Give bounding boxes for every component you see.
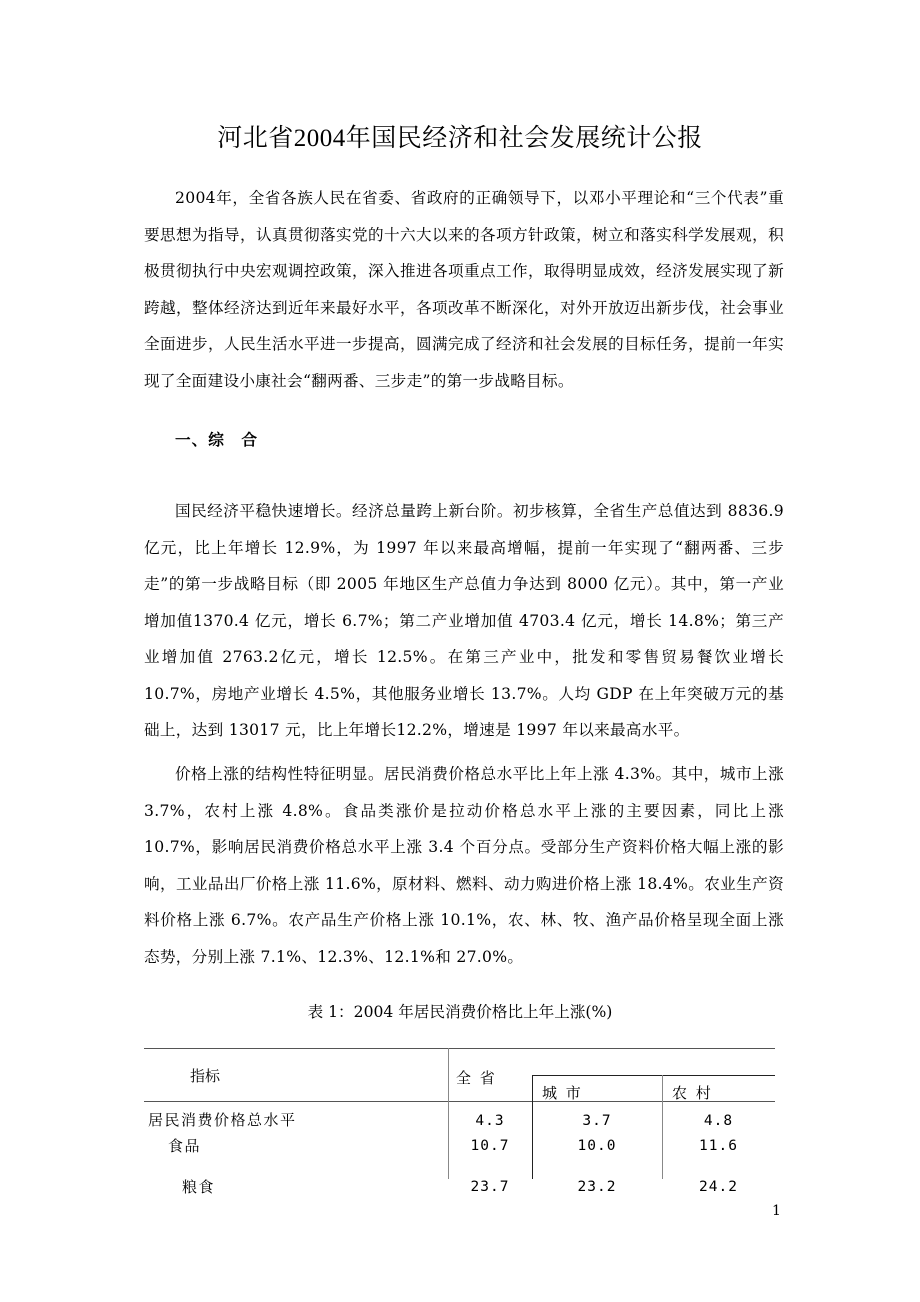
section-heading: 一、综 合: [175, 430, 258, 449]
cell-rural: 24.2: [699, 1179, 738, 1195]
header-urban: 城 市: [542, 1084, 583, 1102]
row-label: 食品: [168, 1137, 202, 1155]
page-number: 1: [772, 1203, 781, 1219]
header-province: 全 省: [456, 1069, 497, 1087]
table-caption: 表 1：2004 年居民消费价格比上年上涨(%): [307, 1003, 613, 1021]
cell-urban: 3.7: [582, 1113, 612, 1129]
cell-province: 4.3: [475, 1113, 505, 1129]
document-title: 河北省2004年国民经济和社会发展统计公报: [217, 125, 703, 152]
cell-rural: 11.6: [699, 1138, 738, 1154]
cell-province: 10.7: [470, 1138, 510, 1154]
table-top-rule: [144, 1048, 775, 1049]
prices-paragraph: 价格上涨的结构性特征明显。居民消费价格总水平比上年上涨 4.3%。其中，城市上涨3.7%，农村上涨 4.8%。食品类涨价是拉动价格总水平上涨的主要因素，同比上涨 10.7%，影响居民消费价格总水平上涨 3.4 个百分点。受部分生产资料价格大幅上涨的影响，工业品出厂价格上涨 11.6%，原材料、燃料、动力购进价格上涨 18.4%。农业生产资料价格上涨 6.7%。农产品生产价格上涨 10.1%，农、林、牧、渔产品价格呈现全面上涨态势，分别上涨 7.1%、12.3%、12.1%和 27.0%。: [144, 765, 784, 966]
cell-urban: 23.2: [577, 1179, 617, 1195]
intro-paragraph: 2004年，全省各族人民在省委、省政府的正确领导下，以邓小平理论和“三个代表”重要思想为指导，认真贯彻落实党的十六大以来的各项方针政策，树立和落实科学发展观，积极贯彻执行中央宏观调控政策，深入推进各项重点工作，取得明显成效，经济发展实现了新跨越，整体经济达到近年来最好水平，各项改革不断深化，对外开放迈出新步伐，社会事业全面进步，人民生活水平进一步提高，圆满完成了经济和社会发展的目标任务，提前一年实现了全面建设小康社会“翻两番、三步走”的第一步战略目标。: [144, 189, 784, 390]
header-rural: 农 村: [672, 1084, 713, 1102]
row-label: 居民消费价格总水平: [148, 1111, 297, 1129]
cell-province: 23.7: [470, 1179, 510, 1195]
row-label: 粮食: [182, 1178, 216, 1196]
cell-rural: 4.8: [703, 1113, 734, 1129]
table-subheader-rule: [532, 1075, 775, 1076]
cell-urban: 10.0: [577, 1138, 617, 1154]
header-indicator: 指标: [190, 1067, 221, 1085]
economy-paragraph: 国民经济平稳快速增长。经济总量跨上新台阶。初步核算，全省生产总值达到 8836.9亿元，比上年增长 12.9%，为 1997 年以来最高增幅，提前一年实现了“翻两番、三步走”的第一步战略目标（即 2005 年地区生产总值力争达到 8000 亿元）。其中，第一产业增加值1370.4 亿元，增长 6.7%；第二产业增加值 4703.4 亿元，增长 14.8%；第三产业增加值 2763.2亿元，增长 12.5%。在第三产业中，批发和零售贸易餐饮业增长 10.7%，房地产业增长 4.5%，其他服务业增长 13.7%。人均 GDP 在上年突破万元的基础上，达到 13017 元，比上年增长12.2%，增速是 1997 年以来最高水平。: [144, 502, 784, 739]
